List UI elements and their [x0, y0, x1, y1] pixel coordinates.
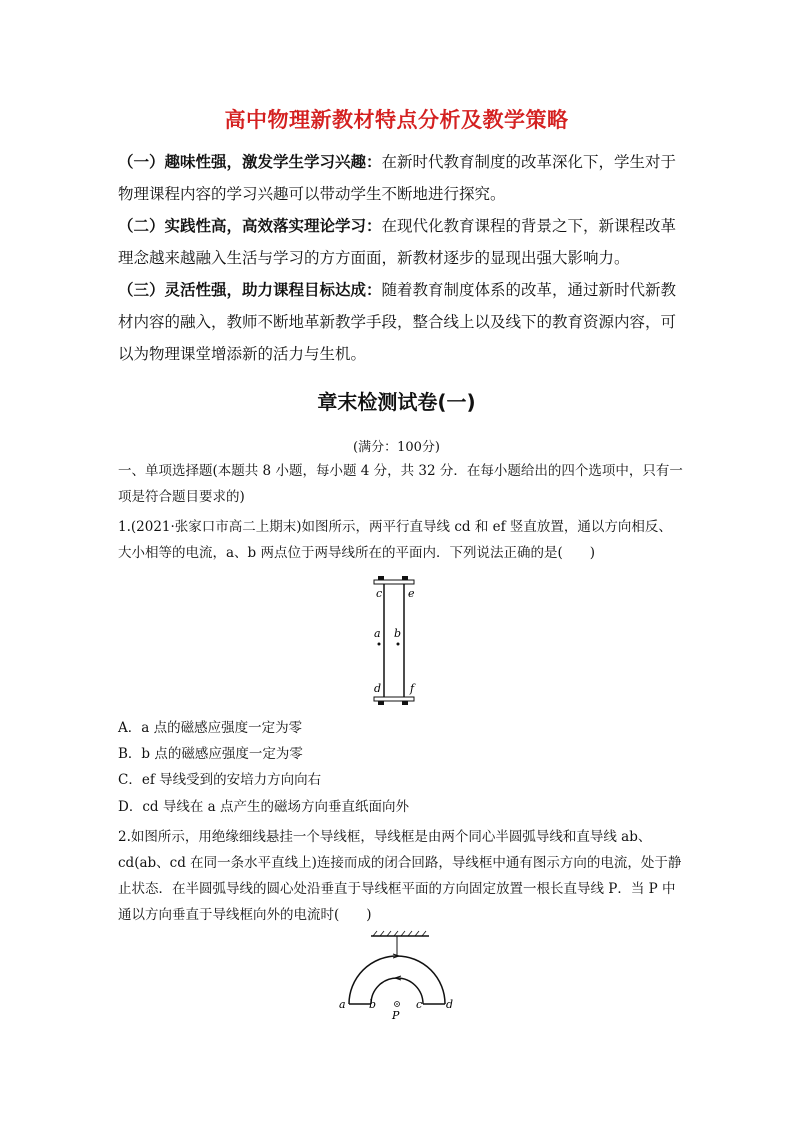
q1-option-d: D．cd 导线在 a 点产生的磁场方向垂直纸面向外: [118, 799, 409, 815]
label-e: e: [408, 587, 415, 600]
feature-2-head: （二）实践性高，高效落实理论学习：: [118, 216, 382, 235]
feature-1-body: 在新时代教育制度的改革深化下，学生对于物理课程内容的学习兴趣可以带动学生不断地进行探究。: [118, 153, 677, 203]
feature-1-head: （一）趣味性强，激发学生学习兴趣：: [118, 152, 382, 171]
point-b: [397, 643, 400, 646]
point-a: [378, 643, 381, 646]
label-a: a: [374, 627, 381, 640]
label-c: c: [416, 998, 423, 1011]
question-1-figure: [360, 575, 430, 710]
label-d: d: [374, 682, 382, 695]
feature-3: [118, 274, 678, 370]
score-note: (满分：100分): [353, 440, 440, 455]
label-b: b: [369, 998, 377, 1011]
label-b: b: [394, 627, 402, 640]
feature-1: [118, 146, 678, 210]
label-a: a: [339, 998, 346, 1011]
question-2-figure: [335, 930, 465, 1025]
feature-3-head: （三）灵活性强，助力课程目标达成：: [118, 280, 382, 299]
label-p: P: [392, 1009, 400, 1022]
exam-title: 章末检测试卷(一): [317, 390, 476, 414]
question-1-stem: 1.(2021·张家口市高二上期末)如图所示，两平行直导线 cd 和 ef 竖直放置，通以方向相反、大小相等的电流，a、b 两点位于两导线所在的平面内．下列说法正确的是( ): [118, 519, 672, 561]
feature-2: [118, 210, 678, 274]
label-c: c: [376, 587, 383, 600]
feature-2-body: 在现代化教育课程的背景之下，新课程改革理念越来越融入生活与学习的方方面面，新教材逐步的显现出强大影响力。: [118, 217, 677, 267]
q1-option-b: B．b 点的磁感应强度一定为零: [118, 746, 303, 762]
question-2-stem: 2.如图所示，用绝缘细线悬挂一个导线框，导线框是由两个同心半圆弧导线和直导线 ab、cd(ab、cd 在同一条水平直线上)连接而成的闭合回路，导线框中通有图示方向的电流，处于静止状态．在半圆弧导线的圆心处沿垂直于导线框平面的方向固定放置一根长直导线 P．当 P 中通以方向垂直于导线框向外的电流时( ): [118, 829, 682, 923]
feature-3-body: 随着教育制度体系的改革，通过新时代新教材内容的融入，教师不断地革新教学手段，整合线上以及线下的教育资源内容，可以为物理课堂增添新的活力与生机。: [118, 281, 677, 363]
label-d: d: [446, 998, 454, 1011]
outer-arc: [349, 956, 445, 1004]
top-bar: [374, 576, 414, 584]
ceiling: [371, 931, 429, 936]
q1-option-a: A．a 点的磁感应强度一定为零: [118, 720, 303, 736]
q1-option-c: C．ef 导线受到的安培力方向向右: [118, 772, 322, 788]
bottom-bar: [374, 697, 414, 705]
label-f: f: [410, 682, 415, 695]
section-instructions: 一、单项选择题(本题共 8 小题，每小题 4 分，共 32 分．在每小题给出的四个选项中，只有一项是符合题目要求的): [118, 463, 683, 505]
page-title: 高中物理新教材特点分析及教学策略: [224, 108, 569, 132]
